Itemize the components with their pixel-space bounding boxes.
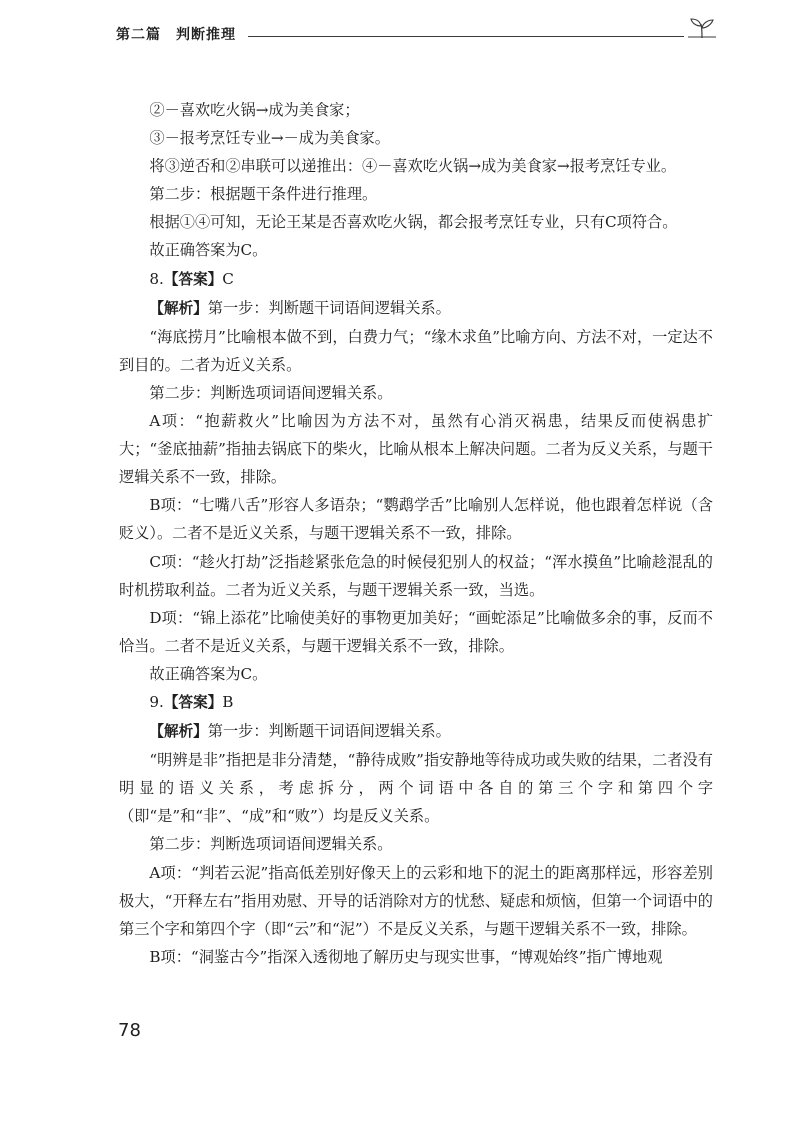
paragraph: 第二步：判断选项词语间逻辑关系。 [149,835,393,854]
q9-analysis-step1: 第一步：判断题干词语间逻辑关系。 [207,722,451,741]
paragraph: D项：“锦上添花”比喻使美好的事物更加美好；“画蛇添足”比喻做多余的事，反而不恰当。二者不是近义关系，与题干逻辑关系不一致，排除。 [119,608,713,655]
paragraph: 故正确答案为C。 [149,664,268,683]
q8-answer-label: 【答案】 [163,270,223,288]
paragraph: C项：“趁火打劫”泛指趁紧张危急的时候侵犯别人的权益；“浑水摸鱼”比喻趁混乱的时机捞取利益。二者为近义关系，与题干逻辑关系一致，当选。 [119,552,713,599]
paragraph: “明辨是非”指把是非分清楚，“静待成败”指安静地等待成功或失败的结果，二者没有明显的语义关系，考虑拆分，两个词语中各自的第三个字和第四个字（即“是”和“非”、“成”和“败”）均是反义关系。 [119,751,713,826]
q8-analysis-step1: 第一步：判断题干词语间逻辑关系。 [207,298,451,317]
q9-number: 9. [149,692,164,711]
paragraph: A项：“判若云泥”指高低差别好像天上的云彩和地下的泥土的距离那样远，形容差别极大，“开释左右”指用劝慰、开导的话消除对方的忧愁、疑虑和烦恼，但第一个词语中的第三个字和第四个字（即“云”和“泥”）不是反义关系，与题干逻辑关系不一致，排除。 [119,863,713,938]
running-header [116,24,716,48]
q8-answer-value: C [222,269,234,288]
q9-answer-label: 【答案】 [163,693,223,711]
q9-answer-line [119,688,713,717]
q9-analysis-line [119,717,713,746]
paragraph: 第二步：根据题干条件进行推理。 [149,185,378,204]
q8-analysis-label: 【解析】 [149,299,208,317]
q8-number: 8. [149,269,164,288]
paragraph: 故正确答案为C。 [149,241,268,260]
header-rule [248,36,684,37]
sprout-icon [688,16,716,40]
q8-answer-line [119,265,713,294]
paragraph: B项：“七嘴八舌”形容人多语杂；“鹦鹉学舌”比喻别人怎样说，他也跟着怎样说（含贬义）。二者不是近义关系，与题干逻辑关系不一致，排除。 [119,496,713,543]
paragraph: ③－报考烹饪专业→－成为美食家。 [149,129,390,148]
paragraph: 将③逆否和②串联可以递推出：④－喜欢吃火锅→成为美食家→报考烹饪专业。 [149,157,677,176]
paragraph: A项：“抱薪救火”比喻因为方法不对，虽然有心消灭祸患，结果反而使祸患扩大；“釜底抽薪”指抽去锅底下的柴火，比喻从根本上解决问题。二者为反义关系，与题干逻辑关系不一致，排除。 [119,412,713,487]
q9-analysis-label: 【解析】 [149,723,208,741]
paragraph: ②－喜欢吃火锅→成为美食家； [149,101,360,119]
page-content [119,96,713,971]
paragraph: B项：“洞鉴古今”指深入透彻地了解历史与现实世事，“博观始终”指广博地观 [149,947,663,966]
paragraph: 根据①④可知，无论王某是否喜欢吃火锅，都会报考烹饪专业，只有C项符合。 [149,213,678,232]
header-title: 第二篇 判断推理 [116,27,236,43]
paragraph: “海底捞月”比喻根本做不到，白费力气；“缘木求鱼”比喻方向、方法不对，一定达不到目的。二者为近义关系。 [119,327,713,374]
q8-analysis-line [119,294,713,323]
page-number: 78 [118,1020,141,1041]
paragraph: 第二步：判断选项词语间逻辑关系。 [149,383,393,402]
q9-answer-value: B [222,692,234,711]
